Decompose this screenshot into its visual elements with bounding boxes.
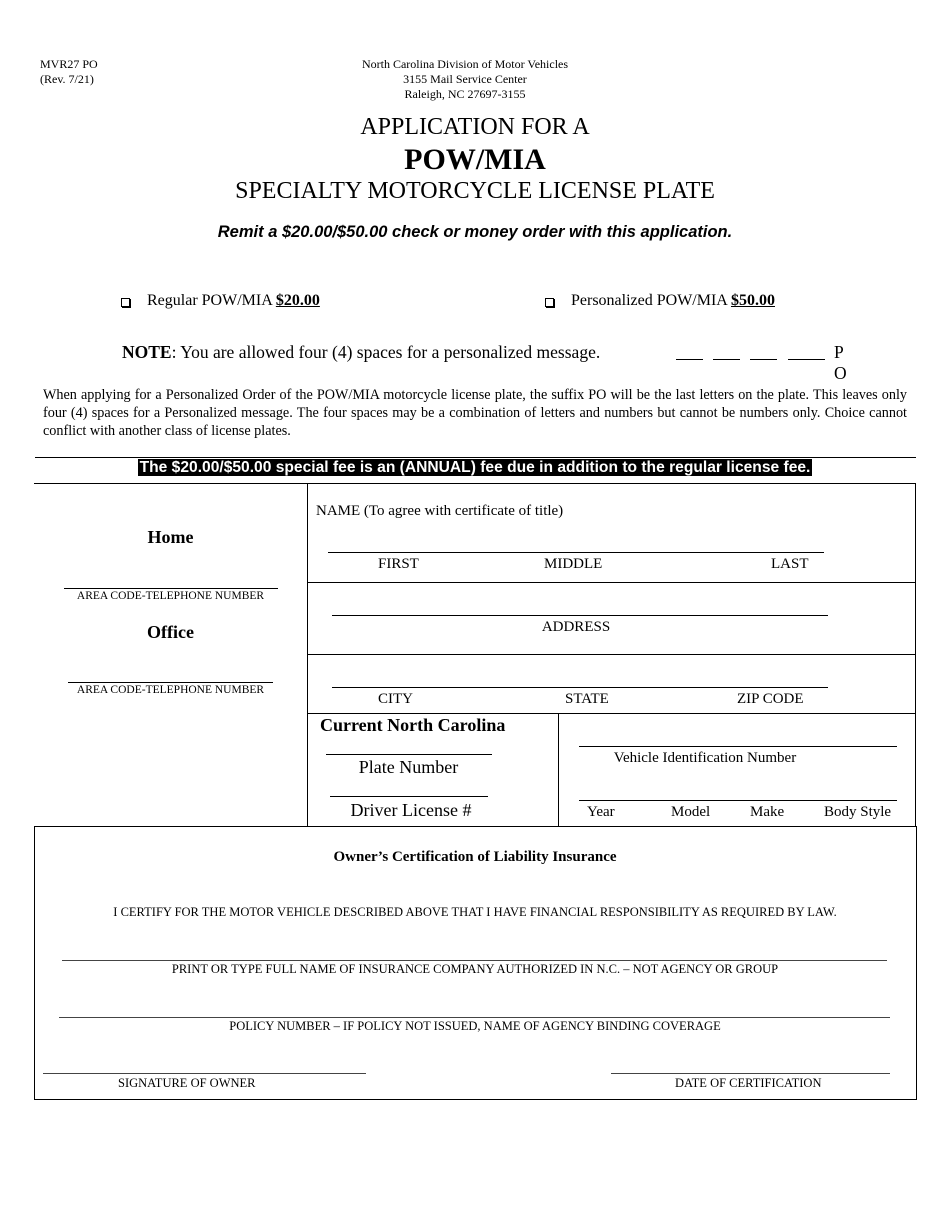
vin-caption: Vehicle Identification Number: [613, 750, 797, 766]
vehicle-details-field[interactable]: [579, 800, 897, 801]
current-nc-heading: Current North Carolina: [320, 715, 506, 735]
insurance-company-field[interactable]: [62, 960, 887, 961]
state-caption: STATE: [565, 691, 609, 707]
suffix-p: P: [834, 342, 844, 362]
zip-caption: ZIP CODE: [737, 691, 804, 707]
year-caption: Year: [587, 804, 615, 820]
model-caption: Model: [671, 804, 711, 820]
driver-license-field[interactable]: [330, 796, 488, 797]
personalized-space-3[interactable]: [750, 359, 777, 360]
certification-date-field[interactable]: [611, 1073, 890, 1074]
certification-date-caption: DATE OF CERTIFICATION: [675, 1076, 822, 1090]
policy-number-caption: POLICY NUMBER – IF POLICY NOT ISSUED, NAME OF AGENCY BINDING COVERAGE: [229, 1019, 721, 1033]
agency-name: North Carolina Division of Motor Vehicles: [361, 57, 569, 71]
regular-option-price: $20.00: [275, 292, 320, 309]
page-title: POW/MIA: [404, 143, 546, 176]
make-caption: Make: [750, 804, 785, 820]
plate-number-field[interactable]: [326, 754, 492, 755]
personalized-space-2[interactable]: [713, 359, 740, 360]
office-label: Office: [147, 622, 194, 642]
name-field[interactable]: [328, 552, 824, 553]
note-body: : You are allowed four (4) spaces for a personalized message.: [171, 342, 601, 362]
agency-mail-center: 3155 Mail Service Center: [403, 72, 527, 86]
note-paragraph: When applying for a Personalized Order of the POW/MIA motorcycle license plate, the suffix PO will be the last letters on the plate. This leaves only four (4) spaces for a Personalized message. The four spaces may be a combination of letters and numbers but cannot be numbers only. Choice cannot conflict with another class of license plates.: [43, 387, 907, 439]
note-label: NOTE: [122, 342, 172, 362]
body-style-caption: Body Style: [824, 804, 892, 820]
form-revision: (Rev. 7/21): [40, 72, 94, 86]
fee-banner: [0, 459, 950, 477]
home-phone-caption: AREA CODE-TELEPHONE NUMBER: [76, 590, 265, 602]
last-name-caption: LAST: [771, 556, 809, 572]
personalized-checkbox[interactable]: [545, 298, 554, 307]
name-heading: NAME (To agree with certificate of title): [316, 503, 564, 519]
insurance-company-caption: PRINT OR TYPE FULL NAME OF INSURANCE COMPANY AUTHORIZED IN N.C. – NOT AGENCY OR GROUP: [171, 962, 779, 976]
form-id: MVR27 PO: [40, 57, 98, 71]
owner-signature-caption: SIGNATURE OF OWNER: [118, 1076, 256, 1090]
first-name-caption: FIRST: [378, 556, 419, 572]
middle-name-caption: MIDDLE: [544, 556, 603, 572]
insurance-statement: I CERTIFY FOR THE MOTOR VEHICLE DESCRIBED ABOVE THAT I HAVE FINANCIAL RESPONSIBILITY AS REQUIRED BY LAW.: [113, 905, 837, 919]
home-label: Home: [147, 527, 194, 547]
vin-field[interactable]: [579, 746, 897, 747]
office-phone-caption: AREA CODE-TELEPHONE NUMBER: [76, 684, 265, 696]
personalized-space-1[interactable]: [676, 359, 703, 360]
agency-address: [265, 57, 665, 102]
policy-number-field[interactable]: [59, 1017, 890, 1018]
regular-option-text: Regular POW/MIA: [147, 292, 276, 309]
office-phone-field[interactable]: [68, 682, 273, 683]
city-caption: CITY: [378, 691, 413, 707]
city-section-divider: [307, 713, 915, 714]
regular-checkbox[interactable]: [121, 298, 130, 307]
title-line3: SPECIALTY MOTORCYCLE LICENSE PLATE: [235, 178, 715, 204]
personalized-space-4[interactable]: [788, 359, 825, 360]
address-section-divider: [307, 654, 915, 655]
title-line1: APPLICATION FOR A: [360, 114, 590, 140]
personalized-option-price: $50.00: [730, 292, 775, 309]
regular-option-label: [147, 292, 320, 310]
remit-instruction: Remit a $20.00/$50.00 check or money order with this application.: [217, 223, 733, 241]
owner-signature-field[interactable]: [43, 1073, 366, 1074]
address-field[interactable]: [332, 615, 828, 616]
banner-top-rule: [35, 457, 916, 458]
driver-license-caption: Driver License #: [350, 800, 472, 820]
city-state-zip-field[interactable]: [332, 687, 828, 688]
personalized-option-text: Personalized POW/MIA: [571, 292, 731, 309]
plate-number-caption: Plate Number: [358, 757, 459, 777]
address-caption: ADDRESS: [541, 619, 611, 635]
personalized-option-label: [571, 292, 775, 310]
insurance-heading: Owner’s Certification of Liability Insurance: [333, 849, 617, 865]
suffix-o: O: [834, 363, 847, 383]
note-text: [122, 342, 600, 363]
plate-vehicle-divider: [558, 713, 559, 826]
name-section-divider: [307, 582, 915, 583]
fee-banner-text: The $20.00/$50.00 special fee is an (ANNUAL) fee due in addition to the regular license fee.: [139, 459, 811, 476]
home-phone-field[interactable]: [64, 588, 278, 589]
agency-city: Raleigh, NC 27697-3155: [404, 87, 526, 101]
